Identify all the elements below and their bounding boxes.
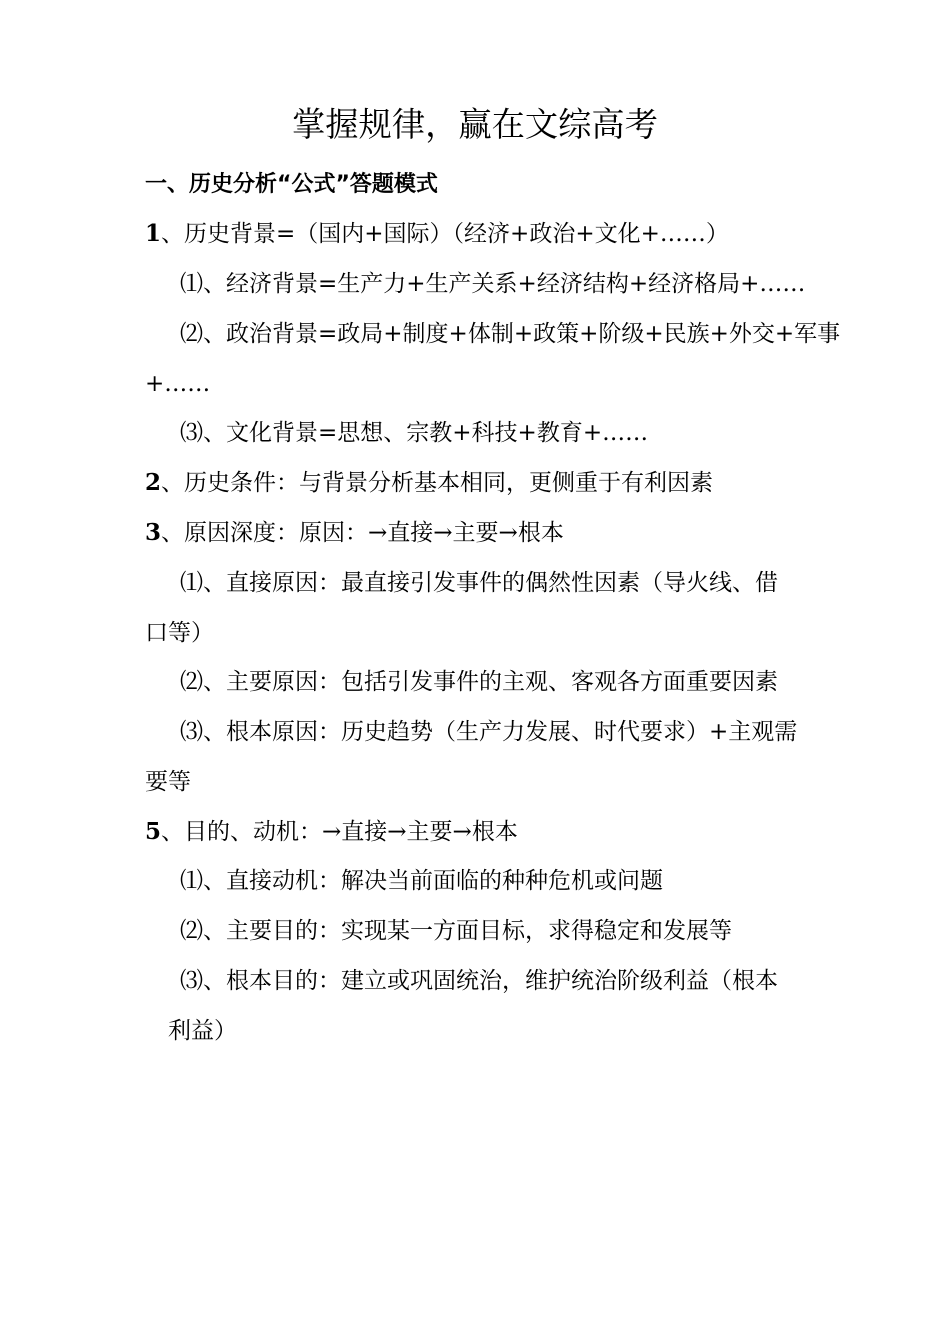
- item-5-sub-3: ⑶、根本目的：建立或巩固统治，维护统治阶级利益（根本: [180, 968, 778, 994]
- item-3: [145, 516, 564, 550]
- item-3-sub-2: ⑵、主要原因：包括引发事件的主观、客观各方面重要因素: [180, 669, 778, 695]
- item-2-text: 、历史条件：与背景分析基本相同，更侧重于有利因素: [161, 470, 714, 496]
- item-1-sub-3: ⑶、文化背景=思想、宗教+科技+教育+……: [180, 420, 649, 446]
- item-5: [145, 815, 518, 849]
- item-1-sub-2: ⑵、政治背景=政局+制度+体制+政策+阶级+民族+外交+军事: [180, 321, 841, 347]
- item-5-text: 、目的、动机：→直接→主要→根本: [161, 819, 518, 845]
- section-heading: 一、历史分析“公式”答题模式: [145, 172, 438, 197]
- item-2: [145, 466, 713, 500]
- item-5-sub-3-continued: 利益）: [168, 1018, 237, 1044]
- item-1-number: 1: [145, 220, 162, 247]
- item-1-sub-1: ⑴、经济背景=生产力+生产关系+经济结构+经济格局+……: [180, 271, 806, 297]
- item-3-sub-1: ⑴、直接原因：最直接引发事件的偶然性因素（导火线、借: [180, 570, 778, 596]
- item-1: [145, 217, 729, 251]
- item-3-text: 、原因深度：原因：→直接→主要→根本: [161, 520, 564, 546]
- item-5-sub-1: ⑴、直接动机：解决当前面临的种种危机或问题: [180, 868, 663, 894]
- item-3-number: 3: [145, 519, 162, 546]
- item-3-sub-3-continued: 要等: [145, 769, 191, 795]
- item-2-number: 2: [145, 469, 162, 496]
- item-1-text: 、历史背景=（国内+国际）（经济+政治+文化+……）: [161, 221, 729, 247]
- item-3-sub-1-continued: 口等）: [145, 620, 214, 646]
- item-3-sub-3: ⑶、根本原因：历史趋势（生产力发展、时代要求）+主观需: [180, 719, 798, 745]
- item-5-sub-2: ⑵、主要目的：实现某一方面目标，求得稳定和发展等: [180, 918, 732, 944]
- document-title: 掌握规律，赢在文综高考: [292, 105, 658, 144]
- item-1-sub-2-continued: +……: [145, 371, 211, 397]
- item-5-number: 5: [145, 818, 162, 845]
